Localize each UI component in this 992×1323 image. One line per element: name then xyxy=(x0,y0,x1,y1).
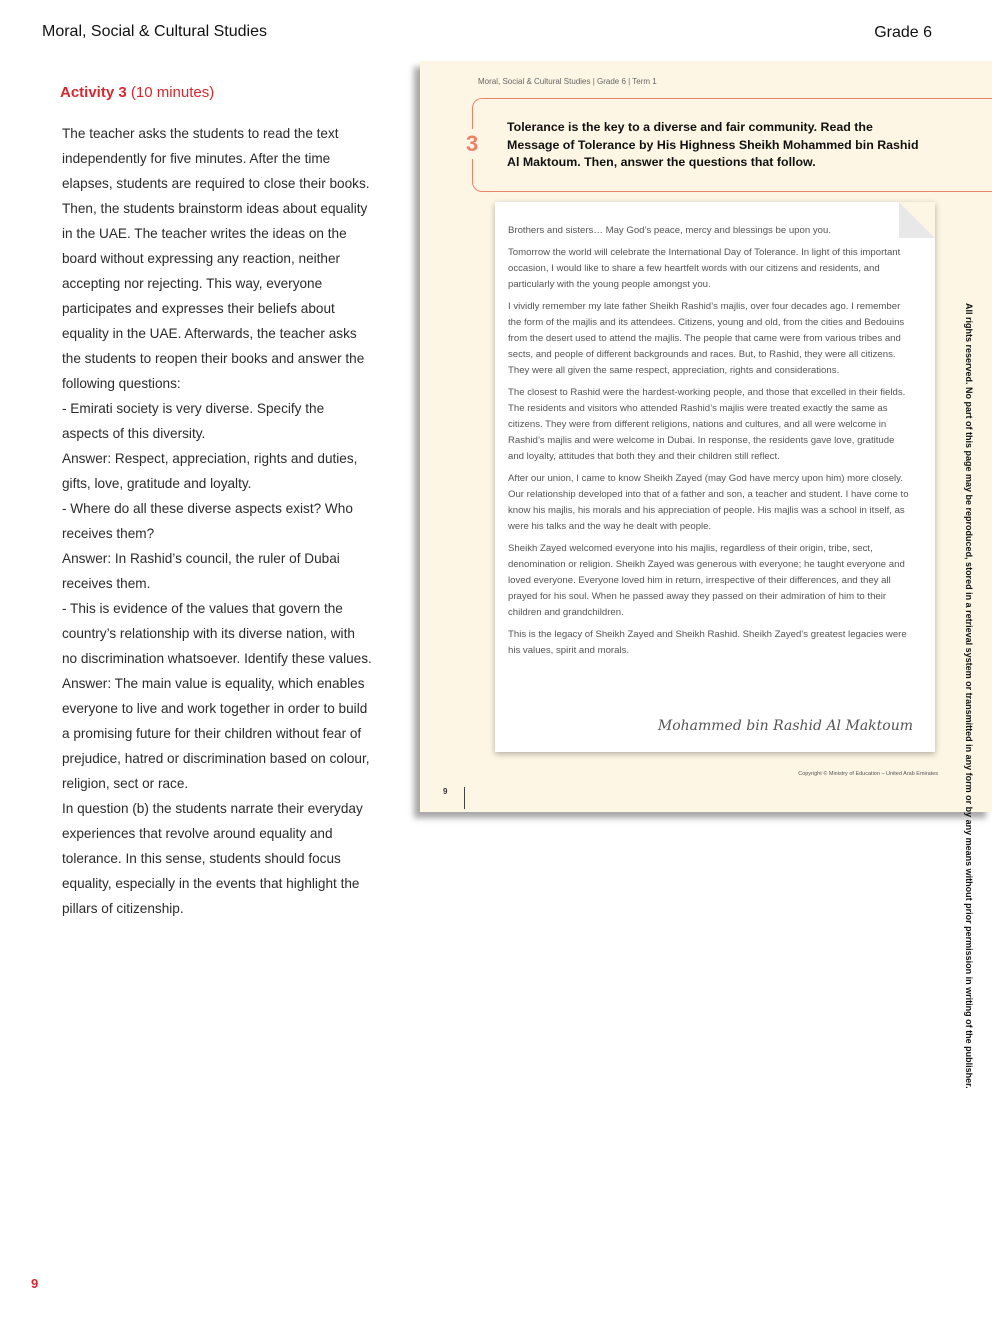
letter-paragraph: Tomorrow the world will celebrate the International Day of Tolerance. In light of this important occasion, I would like to share a few heartfelt words with our citizens and residents, and particularly with the young people amongst you. xyxy=(508,247,901,290)
page-number: 9 xyxy=(31,1276,39,1291)
answer-c: Answer: The main value is equality, which enables everyone to live and work together in order to build a promising future for their children without fear of prejudice, hatred or discrimination based on colour, religion, sect or race. xyxy=(62,676,370,791)
header-grade: Grade 6 xyxy=(874,24,932,41)
activity-title xyxy=(60,84,214,101)
letter-paragraph: Sheikh Zayed welcomed everyone into his majlis, regardless of their origin, tribe, sect, denomination or religion. Sheikh Zayed was generous with everyone; he taught everyone and loved everyone. Everyone loved him in return, irrespective of their differences, and they all prayed for his soul. When he passed away they passed on their admiration of him to their children and grandchildren. xyxy=(508,543,905,618)
letter-paragraph: The closest to Rashid were the hardest-working people, and those that excelled in their fields. The residents and visitors who attended Rashid’s majlis were treated exactly the same as citizens. They were from different religions, nations and cultures, and all were welcome in Rashid’s majlis and were welcome in Dubai. In response, the residents gave love, gratitude and loyalty, attitudes that both they and their children still reflect. xyxy=(508,387,906,462)
letter-paragraph: After our union, I came to know Sheikh Zayed (may God have mercy upon him) more closely. Our relationship developed into that of a father and son, a teacher and student. I have come to know his majlis, his morals and his appreciation of people. His majlis was a school in itself, as were his talks and the way he dealt with people. xyxy=(508,473,909,532)
question-c: - This is evidence of the values that govern the country’s relationship with its diverse nation, with no discrimination whatsoever. Identify these values. xyxy=(62,601,372,666)
activity-label: Activity 3 xyxy=(60,84,127,101)
teacher-paragraph: The teacher asks the students to read the text independently for five minutes. After the time elapses, students are required to close their books. Then, the students brainstorm ideas about equality in the UAE. The teacher writes the ideas on the board without expressing any reaction, neither accepting nor rejecting. This way, everyone participates and expresses their beliefs about equality in the UAE. Afterwards, the teacher asks the students to reopen their books and answer the following questions: xyxy=(62,126,370,391)
question-text: Tolerance is the key to a diverse and fair community. Read the Message of Tolerance by His Highness Sheikh Mohammed bin Rashid Al Maktoum. Then, answer the questions that follow. xyxy=(507,120,919,169)
copyright-notice: Copyright © Ministry of Education – United Arab Emirates xyxy=(798,771,938,777)
book-page-number: 9 xyxy=(443,787,448,796)
answer-a: Answer: Respect, appreciation, rights and duties, gifts, love, gratitude and loyalty. xyxy=(62,451,358,491)
letter-paragraph: This is the legacy of Sheikh Zayed and Sheikh Rashid. Sheikh Zayed’s greatest legacies were his values, spirit and morals. xyxy=(508,629,907,656)
answer-b: Answer: In Rashid’s council, the ruler of Dubai receives them. xyxy=(62,551,340,591)
student-book-page xyxy=(420,61,992,812)
question-number: 3 xyxy=(466,129,478,159)
rights-notice: All rights reserved. No part of this page may be reproduced, stored in a retrieval system or transmitted in any form or by any means without prior permission in writing of the publisher. xyxy=(964,303,974,1089)
book-page-header: Moral, Social & Cultural Studies | Grade 6 | Term 1 xyxy=(478,77,657,86)
letter-paragraph: I vividly remember my late father Sheikh Rashid’s majlis, over four decades ago. I remember the form of the majlis and its attendees. Citizens, young and old, from the cities and Bedouins from the desert used to attend the majlis. The people that came were from various tribes and sects, and people of different backgrounds and races. But, to Rashid, they were all citizens. They were all given the same respect, appreciation, rights and considerations. xyxy=(508,301,905,376)
question-b: - Where do all these diverse aspects exist? Who receives them? xyxy=(62,501,353,541)
tolerance-letter xyxy=(495,202,935,752)
signature: Mohammed bin Rashid Al Maktoum xyxy=(657,718,913,734)
book-page-divider xyxy=(464,787,465,809)
teacher-note: In question (b) the students narrate their everyday experiences that revolve around equality and tolerance. In this sense, students should focus equality, especially in the events that highlight the pillars of citizenship. xyxy=(62,801,363,916)
letter-body xyxy=(508,223,913,665)
teacher-instructions xyxy=(62,121,372,921)
letter-paragraph: Brothers and sisters… May God’s peace, mercy and blessings be upon you. xyxy=(508,225,831,236)
activity-duration: (10 minutes) xyxy=(130,84,215,101)
question-a: - Emirati society is very diverse. Specify the aspects of this diversity. xyxy=(62,401,325,441)
header-subject: Moral, Social & Cultural Studies xyxy=(42,23,267,40)
